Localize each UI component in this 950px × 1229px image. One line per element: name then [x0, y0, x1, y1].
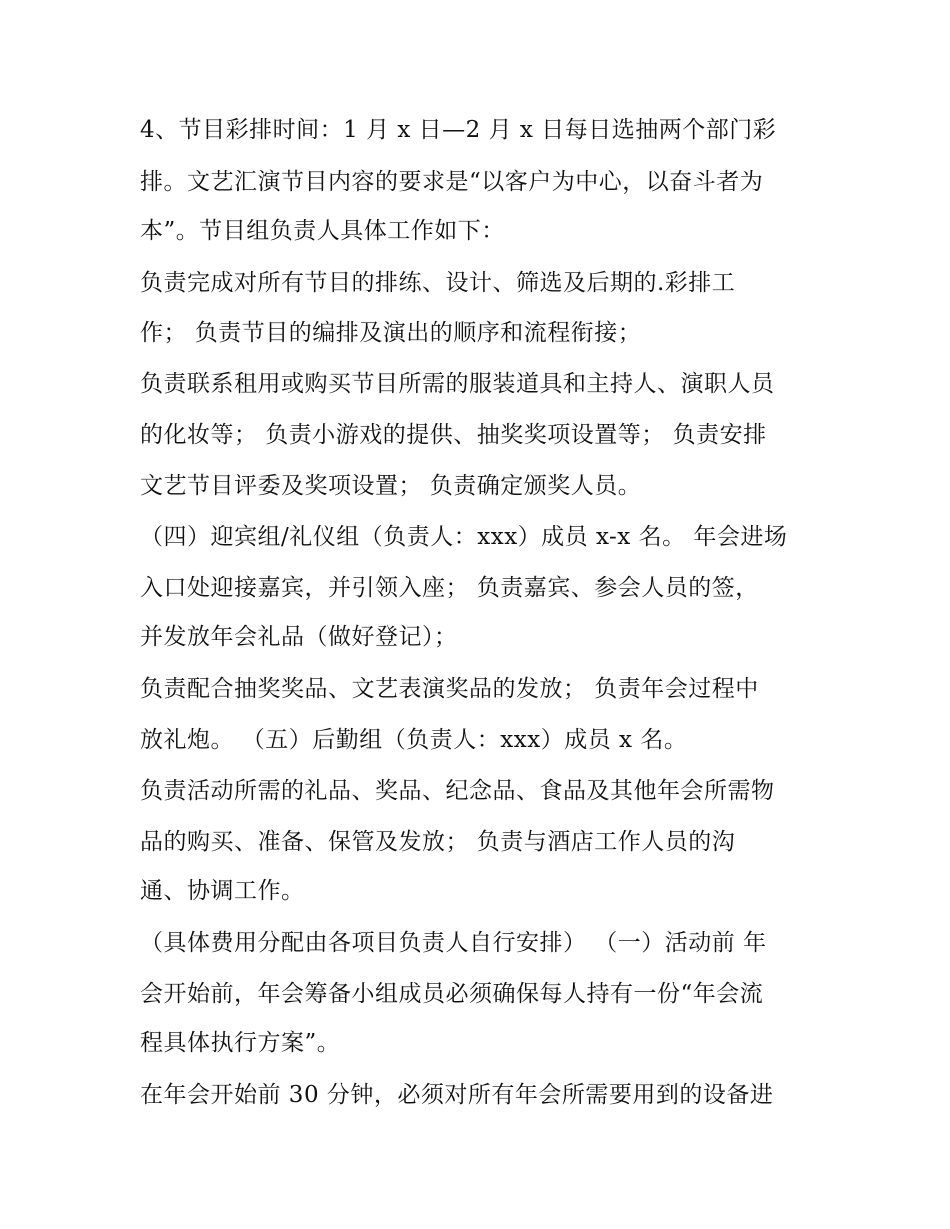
- text-line: 并发放年会礼品（做好登记）；: [140, 624, 458, 650]
- text-line: （四）迎宾组/礼仪组（负责人：xxx）成员 x-x 名。 年会进场: [140, 524, 788, 550]
- text-line: 程具体执行方案”。: [140, 1030, 341, 1056]
- text-line: 通、协调工作。: [140, 878, 305, 904]
- text-line: 负责联系租用或购买节目所需的服装道具和主持人、演职人员: [140, 371, 775, 397]
- text-line: 会开始前，年会筹备小组成员必须确保每人持有一份“年会流: [140, 981, 764, 1007]
- text-line: 负责活动所需的礼品、奖品、纪念品、食品及其他年会所需物: [140, 778, 775, 804]
- text-line: 负责完成对所有节目的排练、设计、筛选及后期的.彩排工: [140, 270, 736, 296]
- text-line: 排。文艺汇演节目内容的要求是“以客户为中心，以奋斗者为: [140, 169, 764, 195]
- text-line: 本”。节目组负责人具体工作如下：: [140, 218, 505, 244]
- text-line: 在年会开始前 30 分钟，必须对所有年会所需要用到的设备进: [140, 1082, 774, 1108]
- text-line: 入口处迎接嘉宾，并引领入座； 负责嘉宾、参会人员的签，: [140, 575, 759, 601]
- text-line: 品的购买、准备、保管及发放； 负责与酒店工作人员的沟: [140, 829, 736, 855]
- text-line: （具体费用分配由各项目负责人自行安排） （一）活动前 年: [140, 930, 767, 956]
- text-line: 4、节目彩排时间：1 月 x 日—2 月 x 日每日选抽两个部门彩: [140, 117, 777, 143]
- text-line: 负责配合抽奖奖品、文艺表演奖品的发放； 负责年会过程中: [140, 676, 759, 702]
- text-line: 作； 负责节目的编排及演出的顺序和流程衔接；: [140, 320, 642, 346]
- text-line: 放礼炮。 （五）后勤组（负责人：xxx）成员 x 名。: [140, 727, 688, 753]
- text-line: 文艺节目评委及奖项设置； 负责确定颁奖人员。: [140, 473, 642, 499]
- text-line: 的化妆等； 负责小游戏的提供、抽奖奖项设置等； 负责安排: [140, 422, 767, 448]
